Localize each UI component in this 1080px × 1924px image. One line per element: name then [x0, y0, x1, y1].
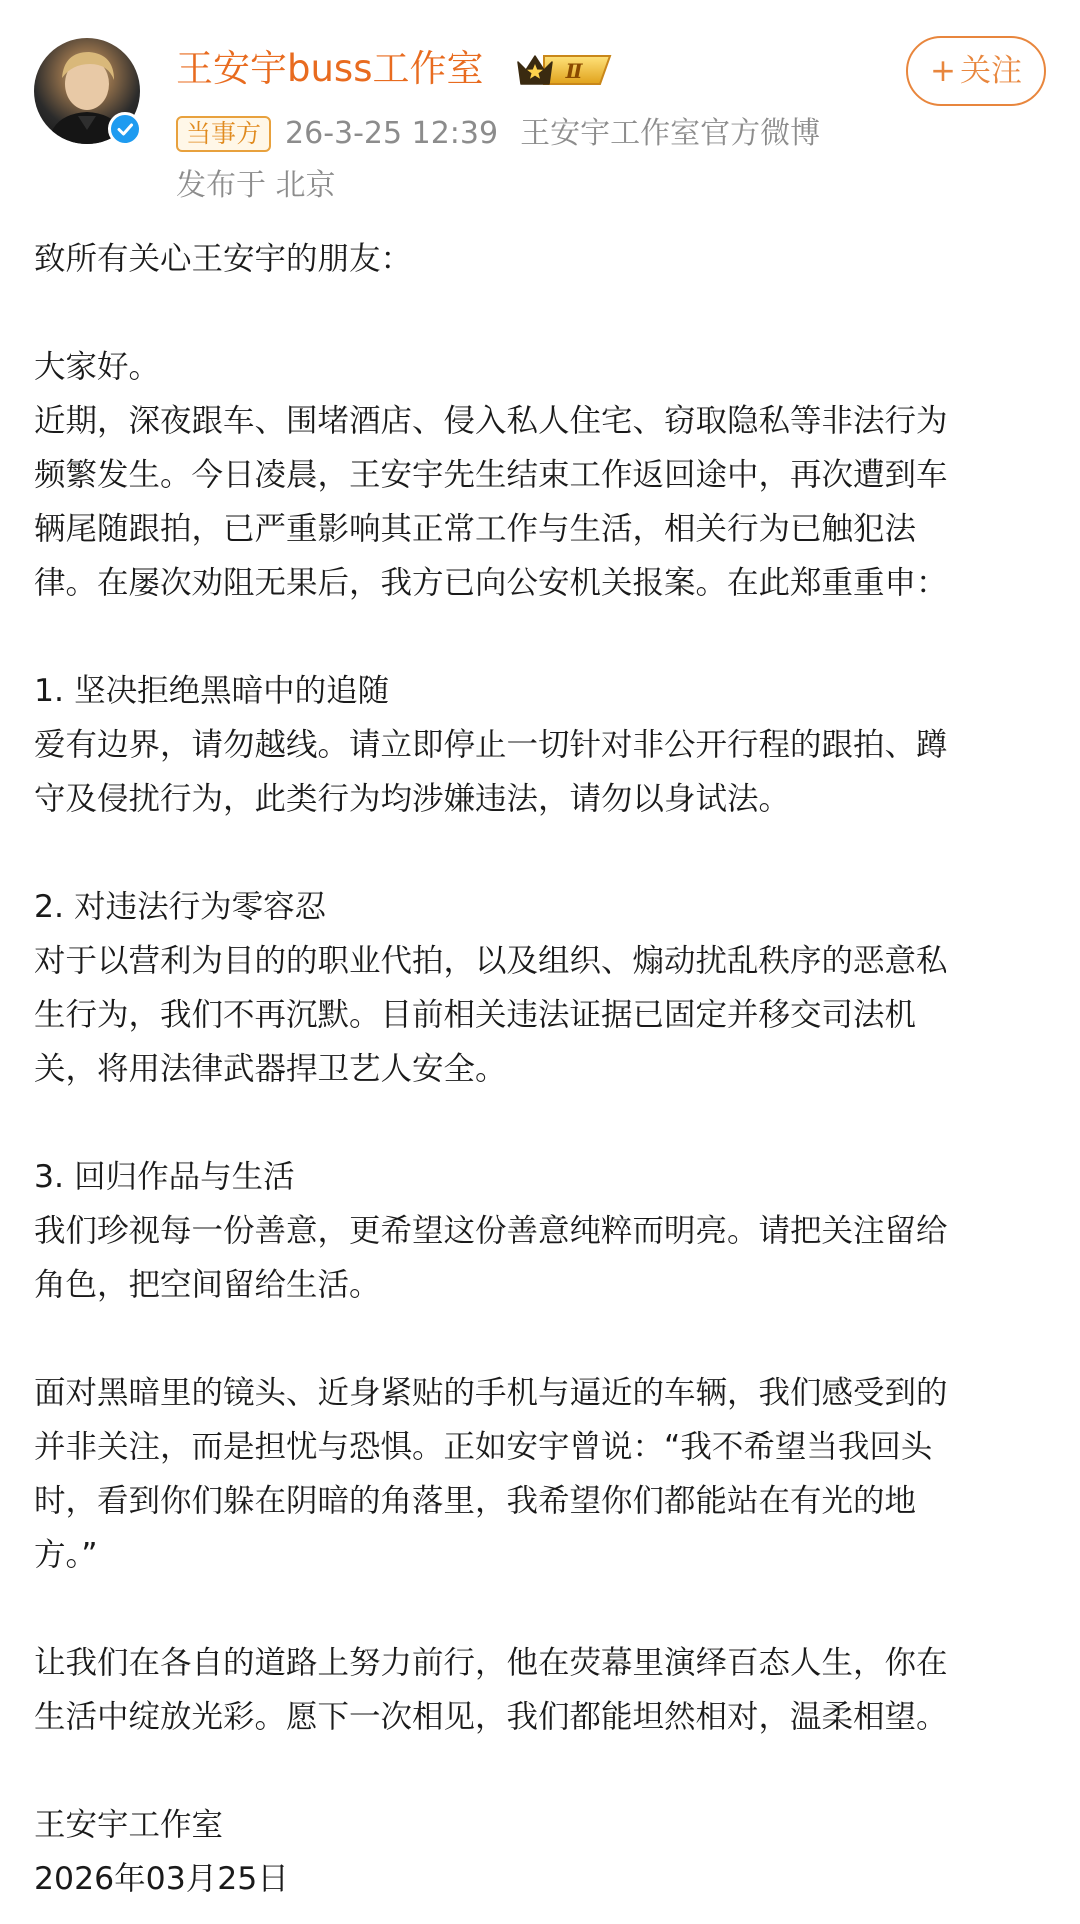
text-line: 方。” [34, 1537, 98, 1573]
text-line: 生行为，我们不再沉默。目前相关违法证据已固定并移交司法机 [34, 997, 917, 1033]
follow-label: 关注 [959, 53, 1022, 89]
text-line: 守及侵扰行为，此类行为均涉嫌违法，请勿以身试法。 [34, 781, 791, 817]
section-heading-3: 3. 回归作品与生活 [34, 1159, 295, 1195]
post-time: 26-3-25 12:39 [285, 116, 499, 151]
post-location: 发布于 北京 [176, 168, 336, 203]
author-name[interactable]: 王安宇buss工作室 [176, 47, 484, 90]
paragraph-gap [34, 1744, 1050, 1798]
text-line: 面对黑暗里的镜头、近身紧贴的手机与逼近的车辆，我们感受到的 [34, 1375, 948, 1411]
post-meta [176, 114, 820, 154]
text-line: 近期，深夜跟车、围堵酒店、侵入私人住宅、窃取隐私等非法行为 [34, 403, 948, 439]
post-header [0, 0, 1080, 210]
salutation: 致所有关心王安宇的朋友： [34, 241, 413, 277]
paragraph-gap [34, 286, 1050, 340]
post-content [34, 232, 1050, 1906]
text-line: 关，将用法律武器捍卫艺人安全。 [34, 1051, 507, 1087]
text-line: 律。在屡次劝阻无果后，我方已向公安机关报案。在此郑重重申： [34, 565, 948, 601]
text-line: 爱有边界，请勿越线。请立即停止一切针对非公开行程的跟拍、蹲 [34, 727, 948, 763]
crown-badge-icon[interactable] [514, 48, 616, 92]
paragraph-gap [34, 1582, 1050, 1636]
text-line: 生活中绽放光彩。愿下一次相见，我们都能坦然相对，温柔相望。 [34, 1699, 948, 1735]
text-line: 我们珍视每一份善意，更希望这份善意纯粹而明亮。请把关注留给 [34, 1213, 948, 1249]
section-heading-2: 2. 对违法行为零容忍 [34, 889, 327, 925]
paragraph-gap [34, 826, 1050, 880]
verified-check-icon [108, 112, 142, 146]
post-date: 2026年03月25日 [34, 1861, 289, 1897]
text-line: 让我们在各自的道路上努力前行，他在荧幕里演绎百态人生，你在 [34, 1645, 948, 1681]
vip-level: Ⅱ [565, 59, 583, 83]
party-tag[interactable]: 当事方 [176, 116, 271, 152]
post-source: 王安宇工作室官方微博 [520, 116, 821, 151]
text-line: 角色，把空间留给生活。 [34, 1267, 381, 1303]
paragraph-gap [34, 1312, 1050, 1366]
section-heading-1: 1. 坚决拒绝黑暗中的追随 [34, 673, 390, 709]
signature: 王安宇工作室 [34, 1807, 224, 1843]
text-line: 对于以营利为目的的职业代拍，以及组织、煽动扰乱秩序的恶意私 [34, 943, 948, 979]
text-line: 时，看到你们躲在阴暗的角落里，我希望你们都能站在有光的地 [34, 1483, 917, 1519]
plus-icon: + [930, 53, 956, 89]
text-line: 频繁发生。今日凌晨，王安宇先生结束工作返回途中，再次遭到车 [34, 457, 948, 493]
greeting: 大家好。 [34, 349, 161, 385]
paragraph-gap [34, 1096, 1050, 1150]
paragraph-gap [34, 610, 1050, 664]
text-line: 并非关注，而是担忧与恐惧。正如安宇曾说：“我不希望当我回头 [34, 1429, 933, 1465]
follow-button[interactable] [906, 36, 1046, 106]
text-line: 辆尾随跟拍，已严重影响其正常工作与生活，相关行为已触犯法 [34, 511, 917, 547]
